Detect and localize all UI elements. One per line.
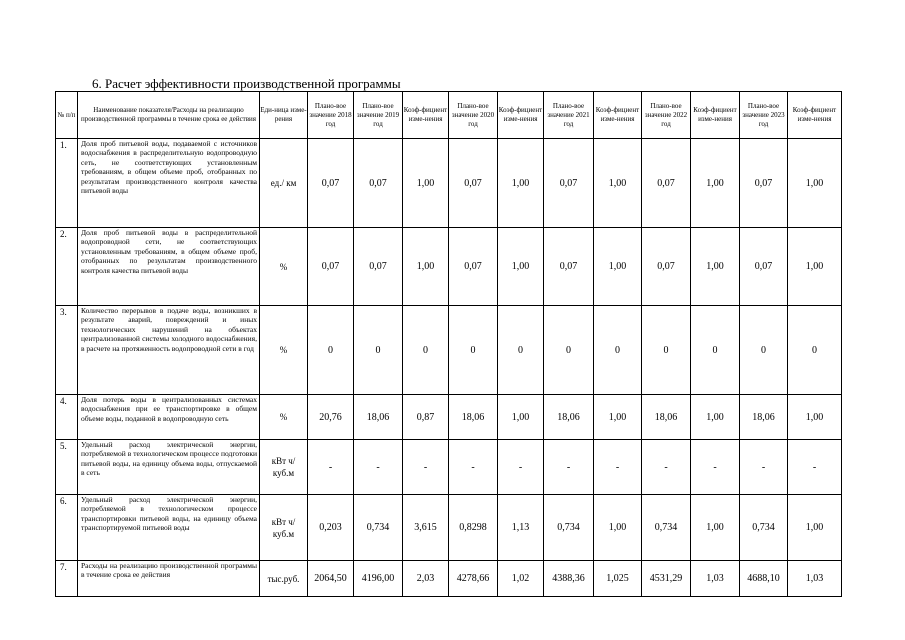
row-number: 5. [56, 440, 78, 495]
value-cell: 0 [788, 306, 842, 395]
value-cell: 1,00 [788, 228, 842, 306]
value-cell: 0 [740, 306, 788, 395]
table-header-row [56, 92, 842, 139]
value-cell: - [449, 440, 498, 495]
value-cell: 0 [691, 306, 740, 395]
indicator-name: Доля проб питьевой воды в распределительной водопроводной сети, не соответствующих установленным требованиям, в общем объеме проб, отобранных по результатам производственного контроля качества питьевой воды [78, 228, 260, 306]
row-number: 6. [56, 495, 78, 561]
value-cell: 4531,29 [642, 561, 691, 597]
value-cell: 0 [594, 306, 642, 395]
value-cell: 2064,50 [308, 561, 354, 597]
value-cell: 0,07 [740, 139, 788, 228]
value-cell: - [403, 440, 449, 495]
value-cell: 1,00 [691, 495, 740, 561]
table-row [56, 440, 842, 495]
header-number: № п/п [56, 92, 78, 139]
value-cell: 2,03 [403, 561, 449, 597]
value-cell: 1,00 [691, 139, 740, 228]
header-plan-2020: Плано-вое значение 2020 год [449, 92, 498, 139]
value-cell: - [354, 440, 403, 495]
header-plan-2019: Плано-вое значение 2019 год [354, 92, 403, 139]
table-row [56, 561, 842, 597]
value-cell: 1,03 [788, 561, 842, 597]
header-plan-2023: Плано-вое значение 2023 год [740, 92, 788, 139]
value-cell: - [544, 440, 594, 495]
value-cell: 1,00 [594, 495, 642, 561]
value-cell: - [788, 440, 842, 495]
value-cell: 4278,66 [449, 561, 498, 597]
unit-cell: % [260, 395, 308, 440]
header-plan-2018: Плано-вое значение 2018 год [308, 92, 354, 139]
header-coef-2021: Коэф-фициент изме-нения [594, 92, 642, 139]
header-plan-2021: Плано-вое значение 2021 год [544, 92, 594, 139]
value-cell: - [691, 440, 740, 495]
value-cell: 0 [642, 306, 691, 395]
value-cell: 1,00 [691, 228, 740, 306]
value-cell: 1,00 [788, 495, 842, 561]
value-cell: 1,02 [498, 561, 544, 597]
indicator-name: Количество перерывов в подаче воды, возникших в результате аварий, повреждений и иных технологических нарушений на объектах централизованной системы холодного водоснабжения, в расчете на протяженность водопроводной сети в год [78, 306, 260, 395]
header-coef-2023: Коэф-фициент изме-нения [788, 92, 842, 139]
value-cell: 0,07 [308, 139, 354, 228]
value-cell: 1,00 [498, 228, 544, 306]
table-row [56, 395, 842, 440]
section-title: 6. Расчет эффективности производственной программы [92, 76, 401, 91]
value-cell: - [594, 440, 642, 495]
value-cell: 1,00 [788, 395, 842, 440]
table-row [56, 306, 842, 395]
value-cell: - [740, 440, 788, 495]
value-cell: 0,734 [544, 495, 594, 561]
header-plan-2022: Плано-вое значение 2022 год [642, 92, 691, 139]
value-cell: 1,00 [594, 139, 642, 228]
value-cell: 3,615 [403, 495, 449, 561]
value-cell: 1,00 [691, 395, 740, 440]
value-cell: 0,734 [642, 495, 691, 561]
value-cell: 0,07 [449, 139, 498, 228]
value-cell: 0 [308, 306, 354, 395]
row-number: 1. [56, 139, 78, 228]
header-unit: Еди-ница изме-рения [260, 92, 308, 139]
row-number: 3. [56, 306, 78, 395]
value-cell: - [498, 440, 544, 495]
value-cell: 0 [498, 306, 544, 395]
value-cell: 0,07 [354, 139, 403, 228]
value-cell: 1,00 [594, 228, 642, 306]
value-cell: 1,00 [594, 395, 642, 440]
value-cell: - [642, 440, 691, 495]
value-cell: 0,07 [449, 228, 498, 306]
value-cell: 0,07 [544, 139, 594, 228]
value-cell: 0,87 [403, 395, 449, 440]
value-cell: 1,13 [498, 495, 544, 561]
value-cell: 0,07 [642, 228, 691, 306]
value-cell: 0,203 [308, 495, 354, 561]
header-coef-2019: Коэф-фициент изме-нения [403, 92, 449, 139]
indicator-name: Удельный расход электрической энергии, потребляемой в технологическом процессе подготовки питьевой воды, на единицу объема воды, отпускаемой в сеть [78, 440, 260, 495]
value-cell: 4196,00 [354, 561, 403, 597]
value-cell: 0,07 [642, 139, 691, 228]
value-cell: 1,00 [403, 228, 449, 306]
indicator-name: Расходы на реализацию производственной программы в течение срока ее действия [78, 561, 260, 597]
table-row [56, 495, 842, 561]
indicator-name: Доля проб питьевой воды, подаваемой с источников водоснабжения в распределительную водопроводную сеть, не соответствующих установленным требованиям, в общем объеме проб, отобранных по результатам производственного контроля качества питьевой воды [78, 139, 260, 228]
value-cell: 0,07 [354, 228, 403, 306]
row-number: 4. [56, 395, 78, 440]
header-coef-2020: Коэф-фициент изме-нения [498, 92, 544, 139]
value-cell: 1,00 [498, 395, 544, 440]
value-cell: - [308, 440, 354, 495]
unit-cell: % [260, 306, 308, 395]
value-cell: 0 [354, 306, 403, 395]
value-cell: 0 [403, 306, 449, 395]
row-number: 2. [56, 228, 78, 306]
value-cell: 1,025 [594, 561, 642, 597]
value-cell: 4688,10 [740, 561, 788, 597]
unit-cell: % [260, 228, 308, 306]
value-cell: 1,00 [788, 139, 842, 228]
value-cell: 20,76 [308, 395, 354, 440]
value-cell: 0 [449, 306, 498, 395]
value-cell: 0 [544, 306, 594, 395]
value-cell: 1,03 [691, 561, 740, 597]
value-cell: 18,06 [740, 395, 788, 440]
value-cell: 1,00 [498, 139, 544, 228]
unit-cell: ед./ км [260, 139, 308, 228]
value-cell: 0,734 [354, 495, 403, 561]
value-cell: 4388,36 [544, 561, 594, 597]
value-cell: 18,06 [354, 395, 403, 440]
table-row [56, 228, 842, 306]
unit-cell: кВт ч/куб.м [260, 495, 308, 561]
table-body [56, 139, 842, 597]
indicator-name: Доля потерь воды в централизованных системах водоснабжения при ее транспортировке в общем объеме воды, поданной в водопроводную сеть [78, 395, 260, 440]
value-cell: 1,00 [403, 139, 449, 228]
value-cell: 18,06 [642, 395, 691, 440]
value-cell: 0,07 [740, 228, 788, 306]
value-cell: 0,07 [544, 228, 594, 306]
unit-cell: кВт ч/куб.м [260, 440, 308, 495]
value-cell: 0,07 [308, 228, 354, 306]
table-row [56, 139, 842, 228]
value-cell: 18,06 [544, 395, 594, 440]
value-cell: 0,734 [740, 495, 788, 561]
value-cell: 0,8298 [449, 495, 498, 561]
efficiency-table [55, 91, 842, 597]
value-cell: 18,06 [449, 395, 498, 440]
unit-cell: тыс.руб. [260, 561, 308, 597]
indicator-name: Удельный расход электрической энергии, потребляемой в технологическом процессе транспортировки питьевой воды, на единицу объема транспортируемой питьевой воды [78, 495, 260, 561]
row-number: 7. [56, 561, 78, 597]
header-indicator-name: Наименование показателя/Расходы на реализацию производственной программы в течение срока ее действия [78, 92, 260, 139]
header-coef-2022: Коэф-фициент изме-нения [691, 92, 740, 139]
